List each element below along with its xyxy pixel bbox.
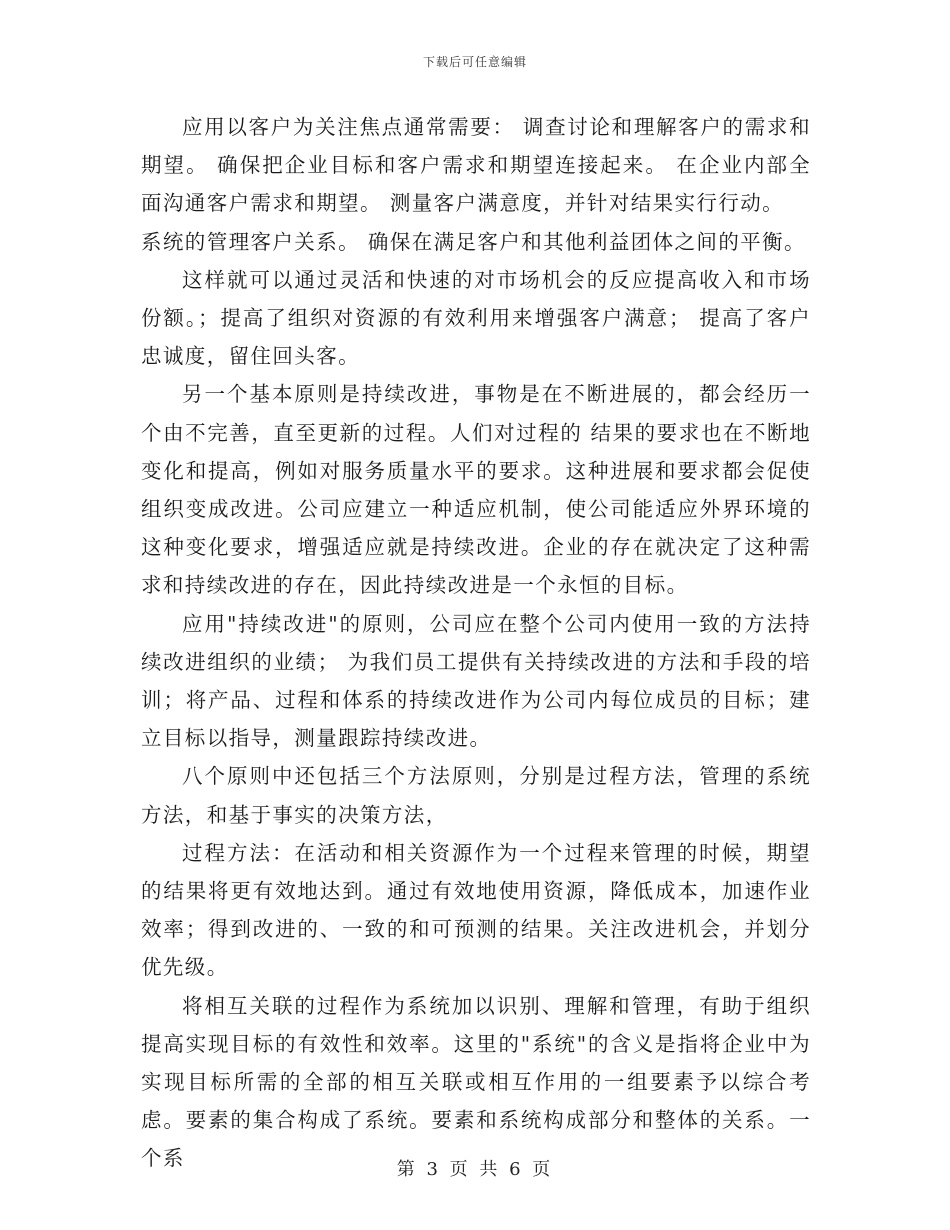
- paragraph-2: 系统的管理客户关系。 确保在满足客户和其他利益团体之间的平衡。: [141, 229, 806, 254]
- document-body: [141, 108, 811, 1178]
- paragraph-6: 八个原则中还包括三个方法原则，分别是过程方法，管理的系统方法，和基于事实的决策方法，: [141, 764, 811, 827]
- page-number: 第 3 页 共 6 页: [396, 1159, 554, 1180]
- paragraph-5: 应用"持续改进"的原则，公司应在整个公司内使用一致的方法持续改进组织的业绩； 为我们员工提供有关持续改进的方法和手段的培训；将产品、过程和体系的持续改进作为公司内每位成员的目标；建立目标以指导，测量跟踪持续改进。: [141, 611, 811, 751]
- paragraph-4: 另一个基本原则是持续改进，事物是在不断进展的，都会经历一个由不完善，直至更新的过程。人们对过程的 结果的要求也在不断地变化和提高，例如对服务质量水平的要求。这种进展和要求都会促使组织变成改进。公司应建立一种适应机制，使公司能适应外界环境的这种变化要求，增强适应就是持续改进。企业的存在就决定了这种需求和持续改进的存在，因此持续改进是一个永恒的目标。: [141, 382, 811, 598]
- paragraph-7: 过程方法：在活动和相关资源作为一个过程来管理的时候，期望的结果将更有效地达到。通过有效地使用资源，降低成本，加速作业效率；得到改进的、一致的和可预测的结果。关注改进机会，并划分优先级。: [141, 840, 811, 980]
- paragraph-8: 将相互关联的过程作为系统加以识别、理解和管理，有助于组织提高实现目标的有效性和效率。这里的"系统"的含义是指将企业中为实现目标所需的全部的相互关联或相互作用的一组要素予以综合考虑。要素的集合构成了系统。要素和系统构成部分和整体的关系。一个系: [141, 993, 811, 1171]
- page-header: 下载后可任意编辑: [422, 55, 527, 69]
- paragraph-1: 应用以客户为关注焦点通常需要： 调查讨论和理解客户的需求和期望。 确保把企业目标和客户需求和期望连接起来。 在企业内部全面沟通客户需求和期望。 测量客户满意度，并针对结果实行行动。: [141, 115, 811, 216]
- paragraph-3: 这样就可以通过灵活和快速的对市场机会的反应提高收入和市场份额。；提高了组织对资源的有效利用来增强客户满意； 提高了客户忠诚度，留住回头客。: [141, 267, 811, 369]
